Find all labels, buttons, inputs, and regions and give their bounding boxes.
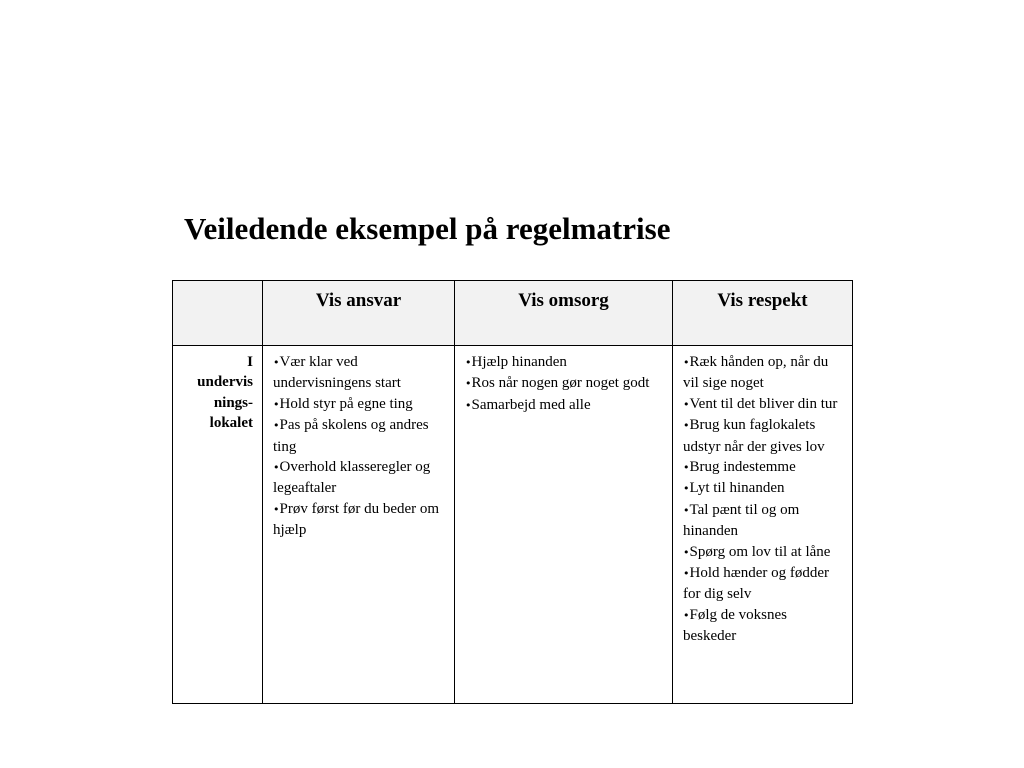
rule-text: Hjælp hinanden	[471, 354, 567, 370]
column-header-ansvar: Vis ansvar	[263, 281, 455, 346]
rule-text: Vent til det bliver din tur	[689, 395, 838, 412]
rule-text: Prøv først før du beder om hjælp	[273, 500, 440, 539]
rule-item	[683, 457, 844, 478]
bullet-icon: •	[683, 608, 690, 622]
rule-item	[273, 499, 446, 541]
rule-text: Lyt til hinanden	[689, 480, 785, 497]
rule-list	[465, 352, 664, 416]
rule-item	[465, 373, 664, 394]
bullet-icon: •	[683, 545, 690, 559]
row-label-line: undervis	[197, 374, 253, 391]
bullet-icon: •	[465, 398, 472, 412]
rule-item	[273, 394, 446, 415]
cell-omsorg	[455, 346, 673, 704]
corner-cell	[173, 281, 263, 346]
rule-text: Spørg om lov til at låne	[689, 543, 831, 560]
header-row	[173, 281, 853, 346]
bullet-icon: •	[683, 356, 690, 369]
bullet-icon: •	[273, 419, 280, 433]
rule-item	[465, 395, 664, 416]
rule-item	[683, 394, 844, 415]
bullet-icon: •	[273, 356, 280, 369]
bullet-icon: •	[683, 567, 690, 581]
rule-text: Følg de voksnes beskeder	[683, 606, 787, 645]
rule-text: Hold styr på egne ting	[279, 395, 413, 412]
rule-item	[683, 500, 844, 542]
rule-item	[683, 563, 844, 605]
bullet-icon: •	[273, 397, 280, 411]
bullet-icon: •	[273, 502, 280, 516]
row-label-line: I	[247, 354, 253, 370]
row-label-line: lokalet	[209, 415, 253, 432]
rule-item	[465, 352, 664, 373]
bullet-icon: •	[683, 419, 690, 433]
slide-title: Veiledende eksempel på regelmatrise	[184, 211, 671, 246]
rule-item	[683, 415, 844, 457]
bullet-icon: •	[683, 461, 690, 475]
cell-respekt	[673, 346, 853, 704]
row-label-line: nings-	[213, 394, 253, 411]
rule-item	[683, 352, 844, 394]
rule-text: Ræk hånden op, når du vil sige noget	[683, 354, 829, 392]
rule-list	[683, 352, 844, 647]
rule-text: Overhold klasseregler og legeaftaler	[273, 459, 431, 497]
rule-text: Vær klar ved undervisningens start	[273, 354, 401, 392]
rule-text: Hold hænder og fødder for dig selv	[683, 565, 830, 603]
rule-item	[683, 605, 844, 647]
bullet-icon: •	[683, 482, 690, 496]
rule-item	[273, 457, 446, 499]
bullet-icon: •	[683, 397, 690, 411]
rule-text: Tal pænt til og om hinanden	[683, 501, 800, 540]
bullet-icon: •	[465, 377, 472, 391]
rule-matrix-table	[172, 280, 853, 704]
rule-text: Samarbejd med alle	[471, 396, 591, 413]
rule-item	[683, 478, 844, 499]
bullet-icon: •	[465, 356, 472, 369]
rule-item	[273, 352, 446, 394]
row-label-undervisningslokalet	[173, 346, 263, 704]
bullet-icon: •	[683, 503, 690, 517]
rule-list	[273, 352, 446, 541]
cell-ansvar	[263, 346, 455, 704]
column-header-respekt: Vis respekt	[673, 281, 853, 346]
rule-text: Pas på skolens og andres ting	[273, 417, 429, 455]
bullet-icon: •	[273, 461, 280, 475]
rule-item	[683, 542, 844, 563]
rule-text: Brug kun faglokalets udstyr når der gives lov	[683, 417, 825, 455]
rule-text: Ros når nogen gør noget godt	[471, 375, 650, 392]
rule-text: Brug indestemme	[689, 459, 796, 476]
table-row	[173, 346, 853, 704]
column-header-omsorg: Vis omsorg	[455, 281, 673, 346]
rule-item	[273, 415, 446, 457]
